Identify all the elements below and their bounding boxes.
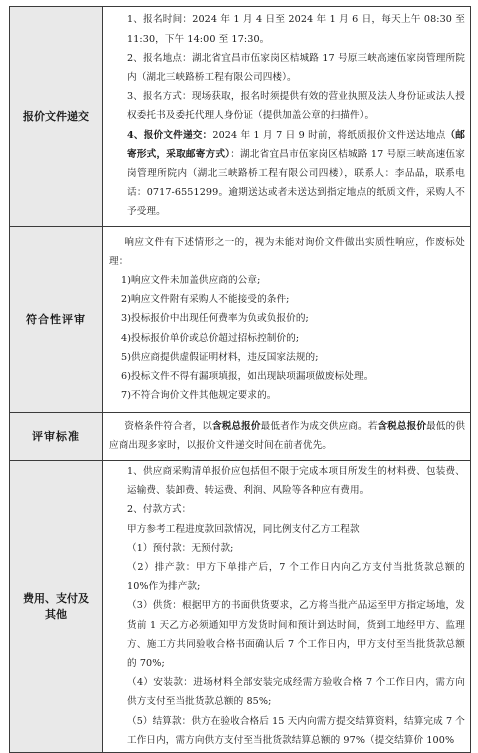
standard-text-1: 资格条件符合者，以 [124, 420, 212, 432]
row-fees [10, 461, 471, 753]
submit-item-2: 2、报名地点：湖北省宜昌市伍家岗区桔城路 17 号原三峡高速伍家岗管理所院内（湖北三峡路桥工程有限公司四楼）。 [127, 52, 465, 83]
label-compliance: 符合性评审 [10, 227, 103, 413]
label-standard: 评审标准 [10, 413, 103, 461]
row-compliance [10, 227, 471, 413]
fees-item: （5）结算款：供方在验收合格后 15 天内向需方提交结算资料，结算完成 7 个工作日内，需方向供方支付至当批货款结算总额的 97%（提交结算价 100% [127, 715, 465, 746]
compliance-item: 6)投标文件不得有漏项填报，如出现缺项漏项做废标处理。 [121, 371, 374, 382]
compliance-item: 2)响应文件附有采购人不能接受的条件; [121, 294, 290, 306]
compliance-item: 5)供应商提供虚假证明材料，违反国家法规的; [121, 351, 319, 363]
content-compliance [103, 227, 471, 413]
submit-item-3: 3、报名方式：现场获取，报名时须提供有效的营业执照及法人身份证或法人授权委托书及委托代理人身份证（提供加盖公章的扫描件）。 [127, 91, 465, 122]
fees-p1: 1、供应商采购清单报价应包括但不限于完成本项目所发生的材料费、包装费、运输费、装卸费、转运费、利润、风险等各种应有费用。 [127, 466, 465, 497]
compliance-item: 1)响应文件未加盖供应商的公章; [121, 274, 261, 286]
label-submit: 报价文件递交 [10, 7, 103, 227]
submit-item-4-mode: （邮寄形式，采取邮寄方式） [127, 129, 465, 160]
standard-text-3: 最低的供应商出现多家时，以报价文件递交时间在前者优先。 [109, 420, 466, 451]
procurement-table [9, 6, 471, 753]
row-standard [10, 413, 471, 461]
compliance-item: 3)投标报价中出现任何费率为负或负报价的; [121, 313, 309, 325]
label-fees-line-2: 其他 [45, 607, 67, 621]
compliance-intro: 响应文件有下述情形之一的，视为未能对询价文件做出实质性响应，作废标处理： [109, 236, 465, 267]
standard-bold-1: 含税总报价 [211, 420, 261, 432]
compliance-item: 7)不符合询价文件其他规定要求的。 [121, 390, 277, 402]
standard-bold-2: 含税总报价 [377, 420, 427, 432]
submit-item-1: 1、报名时间：2024 年 1 月 4 日至 2024 年 1 月 6 日，每天上午 08:30 至 11:30，下午 14:00 至 17:30。 [127, 14, 465, 45]
fees-item: （3）供货：根据甲方的书面供货要求，乙方将当批产品运至甲方指定场地，发货前 1 天乙方必须通知甲方发货时间和预计到达时间，货到工地经甲方、监理方、施工方共同验收合格书面确认后 7 个工作日内，甲方支付至当批货款总额的 70%; [127, 600, 465, 670]
standard-text [109, 417, 465, 455]
fees-p3: 甲方参考工程进度款回款情况，同比例支付乙方工程款 [127, 523, 360, 535]
fees-p2: 2、付款方式： [127, 504, 192, 516]
content-standard [103, 413, 471, 461]
submit-item-4-head: 4、报价文件递交： [127, 129, 213, 141]
compliance-item: 4)投标报价单价或总价超过招标控制价的; [121, 332, 300, 344]
submit-item-4-b: ：湖北省宜昌市伍家岗区桔城路 17 号原三峡高速伍家岗管理所院内（湖北三峡路桥工程有限公司四楼），联系人：李品晶，联系电话：0717-6551299。逾期送达或者未送达到指定地点的纸质文件，采购人不予受理。 [127, 148, 465, 218]
label-fees-line-1: 费用、支付及 [23, 591, 89, 605]
fees-item: （2）排产款：甲方下单排产后，7 个工作日内向乙方支付当批货款总额的 10%作为排产款; [127, 562, 465, 593]
standard-text-2: 最低者作为成交供应商。若 [260, 420, 378, 432]
submit-item-4 [109, 126, 465, 222]
content-submit [103, 7, 471, 227]
submit-item-4-a: 2024 年 1 月 7 日 9 时前，将纸质报价文件送达地点 [212, 129, 446, 141]
fees-item: （1）预付款：无预付款; [127, 542, 234, 554]
content-fees [103, 461, 471, 753]
label-fees [10, 461, 103, 753]
fees-item: （4）安装款：进场材料全部安装完成经需方验收合格 7 个工作日内，需方向供方支付至当批货款总额的 85%; [127, 677, 465, 708]
row-submit [10, 7, 471, 227]
